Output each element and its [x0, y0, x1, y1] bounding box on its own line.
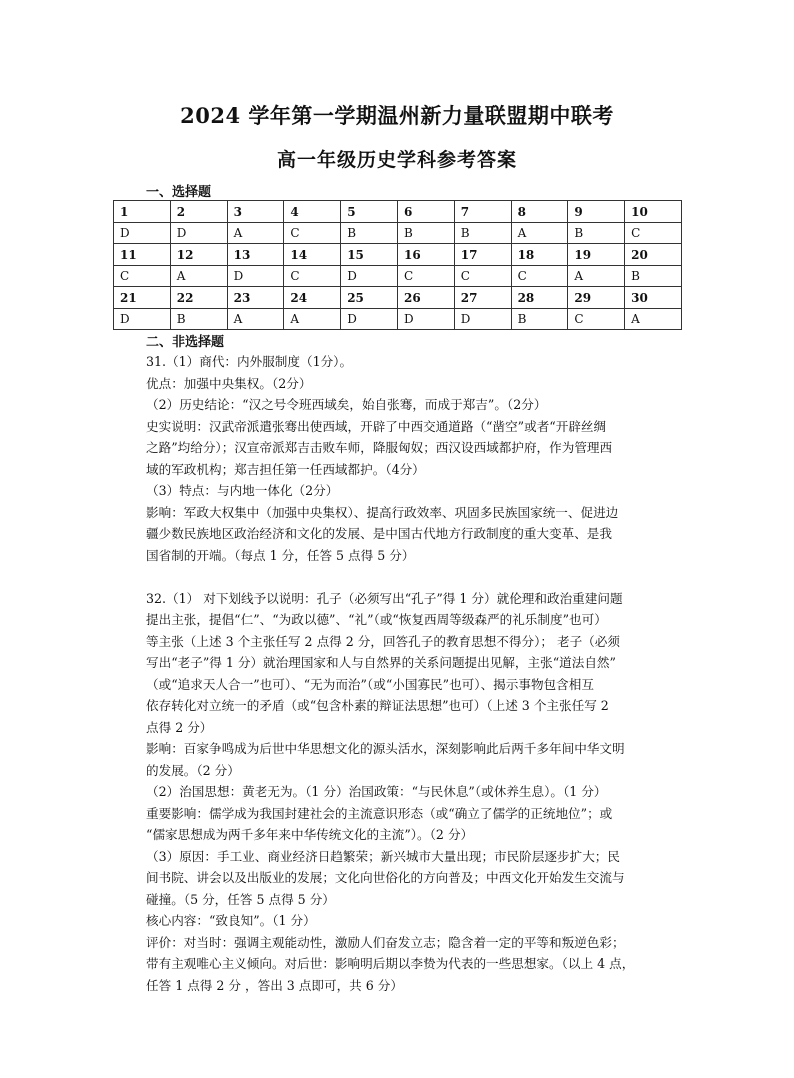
answer-cell: B [341, 223, 398, 244]
question-number-cell: 2 [170, 201, 227, 223]
answer-cell: D [341, 266, 398, 287]
question-number-cell: 19 [568, 244, 625, 266]
answer-line: 提出主张，提倡“仁”、“为政以德”、“礼”（或“恢复西周等级森严的礼乐制度”也可） [146, 612, 607, 627]
section-heading-nonchoice: 二、非选择题 [146, 335, 225, 350]
question-number-row [114, 244, 682, 266]
answer-cell: A [227, 223, 284, 244]
question-number-cell: 16 [397, 244, 454, 266]
answer-row [114, 223, 682, 244]
answer-cell: B [625, 266, 682, 287]
question-number-cell: 28 [511, 287, 568, 309]
question-number-cell: 1 [114, 201, 171, 223]
answer-cell: D [454, 309, 511, 330]
answer-line: 重要影响：儒学成为我国封建社会的主流意识形态（或“确立了儒学的正统地位”；或 [146, 805, 613, 821]
answer-cell: D [227, 266, 284, 287]
question-number-cell: 30 [625, 287, 682, 309]
answer-line: 碰撞。（5 分，任答 5 点得 5 分） [146, 891, 335, 907]
answer-line: 31.（1）商代：内外服制度（1分）。 [146, 354, 353, 369]
answer-line: （3）特点：与内地一体化（2分） [146, 483, 339, 498]
answer-cell: B [511, 309, 568, 330]
question-number-cell: 5 [341, 201, 398, 223]
question-number-cell: 6 [397, 201, 454, 223]
answer-cell: C [454, 266, 511, 287]
question-number-cell: 29 [568, 287, 625, 309]
answer-line: 国省制的开端。（每点 1 分，任答 5 点得 5 分） [146, 547, 415, 563]
question-number-cell: 12 [170, 244, 227, 266]
answer-line: 间书院、讲会以及出版业的发展；文化向世俗化的方向普及；中西文化开始发生交流与 [146, 870, 625, 885]
section-heading-choice: 一、选择题 [146, 185, 212, 200]
document-title: 2024 学年第一学期温州新力量联盟期中联考 [180, 103, 614, 128]
answer-cell: B [454, 223, 511, 244]
question-number-cell: 11 [114, 244, 171, 266]
question-number-cell: 24 [284, 287, 341, 309]
answer-cell: A [170, 266, 227, 287]
question-number-cell: 15 [341, 244, 398, 266]
answer-cell: D [397, 309, 454, 330]
answer-line: 带有主观唯心主义倾向。对后世：影响明后期以李贽为代表的一些思想家。（以上 4 点， [146, 956, 635, 971]
answer-line: 评价：对当时：强调主观能动性，激励人们奋发立志；隐含着一定的平等和叛逆色彩； [146, 934, 625, 950]
question-number-cell: 9 [568, 201, 625, 223]
answer-cell: C [284, 223, 341, 244]
answer-cell: C [284, 266, 341, 287]
question-number-cell: 27 [454, 287, 511, 309]
answer-line: 疆少数民族地区政治经济和文化的发展、是中国古代地方行政制度的重大变革、是我 [146, 526, 612, 541]
question-number-cell: 8 [511, 201, 568, 223]
answer-cell: A [227, 309, 284, 330]
question-number-cell: 13 [227, 244, 284, 266]
answer-line: 史实说明：汉武帝派遣张骞出使西域，开辟了中西交通道路（“凿空”或者“开辟丝绸 [146, 418, 607, 434]
answer-line: 点得 2 分） [146, 719, 213, 735]
answer-cell: B [170, 309, 227, 330]
answer-line: 等主张（上述 3 个主张任写 2 点得 2 分，回答孔子的教育思想不得分）； 老子（必须 [146, 633, 620, 649]
answer-line: （或“追求天人合一”也可）、“无为而治”（或“小国寡民”也可）、揭示事物包含相互 [146, 676, 594, 692]
question-number-cell: 14 [284, 244, 341, 266]
answer-line: 的发展。（2 分） [146, 762, 240, 778]
question-number-cell: 10 [625, 201, 682, 223]
answer-cell: B [568, 223, 625, 244]
answer-cell: D [114, 223, 171, 244]
answer-cell: C [625, 223, 682, 244]
question-number-cell: 25 [341, 287, 398, 309]
answer-line: 32.（1） 对下划线予以说明：孔子（必须写出“孔子”得 1 分）就伦理和政治重建问题 [146, 590, 623, 606]
answer-row [114, 309, 682, 330]
question-number-row [114, 287, 682, 309]
question-number-cell: 4 [284, 201, 341, 223]
question-number-cell: 22 [170, 287, 227, 309]
answer-cell: A [284, 309, 341, 330]
answer-cell: A [511, 223, 568, 244]
answer-cell: D [114, 309, 171, 330]
answer-line: 影响：百家争鸣成为后世中华思想文化的源头活水，深刻影响此后两千多年间中华文明 [146, 741, 625, 756]
answer-line: 核心内容：“致良知”。（1 分） [146, 913, 316, 928]
answer-cell: D [341, 309, 398, 330]
answer-cell: B [397, 223, 454, 244]
answer-cell: C [397, 266, 454, 287]
answer-cell: C [511, 266, 568, 287]
answer-cell: A [625, 309, 682, 330]
answer-line: （2）治国思想：黄老无为。（1 分）治国政策：“与民休息”（或休养生息）。（1 分） [146, 784, 607, 799]
answer-line: 任答 1 点得 2 分 ，答出 3 点即可，共 6 分） [146, 977, 403, 993]
answer-line: 之路”均给分）；汉宣帝派郑吉击败车师，降服匈奴；西汉设西域都护府，作为管理西 [146, 440, 613, 455]
document-subtitle: 高一年级历史学科参考答案 [276, 149, 517, 171]
question-number-cell: 26 [397, 287, 454, 309]
blank-line [146, 566, 686, 588]
answer-line: （3）原因：手工业、商业经济日趋繁荣；新兴城市大量出现；市民阶层逐步扩大；民 [146, 848, 620, 864]
answer-table [113, 200, 682, 330]
answer-cell: D [170, 223, 227, 244]
answer-line: 依存转化对立统一的矛盾（或“包含朴素的辩证法思想”也可）（上述 3 个主张任写 2 [146, 698, 609, 713]
question-number-cell: 7 [454, 201, 511, 223]
answer-line: 优点：加强中央集权。（2分） [146, 375, 312, 391]
answer-cell: C [114, 266, 171, 287]
question-number-cell: 23 [227, 287, 284, 309]
answer-line: 域的军政机构；郑吉担任第一任西域都护。（4分） [146, 461, 425, 477]
question-number-cell: 18 [511, 244, 568, 266]
answer-line: （2）历史结论：“汉之号令班西域矣，始自张骞，而成于郑吉”。（2分） [146, 397, 547, 412]
question-number-cell: 3 [227, 201, 284, 223]
question-number-cell: 20 [625, 244, 682, 266]
answer-line: 写出“老子”得 1 分）就治理国家和人与自然界的关系问题提出见解，主张“道法自然” [146, 655, 616, 670]
answer-cell: A [568, 266, 625, 287]
question-number-row [114, 201, 682, 223]
answer-row [114, 266, 682, 287]
answer-line: 影响：军政大权集中（加强中央集权）、提高行政效率、巩固多民族国家统一、促进边 [146, 504, 619, 520]
question-number-cell: 21 [114, 287, 171, 309]
answer-cell: C [568, 309, 625, 330]
answer-body-text [146, 351, 686, 996]
answer-line: “儒家思想成为两千多年来中华传统文化的主流”）。（2 分） [146, 827, 474, 842]
question-number-cell: 17 [454, 244, 511, 266]
